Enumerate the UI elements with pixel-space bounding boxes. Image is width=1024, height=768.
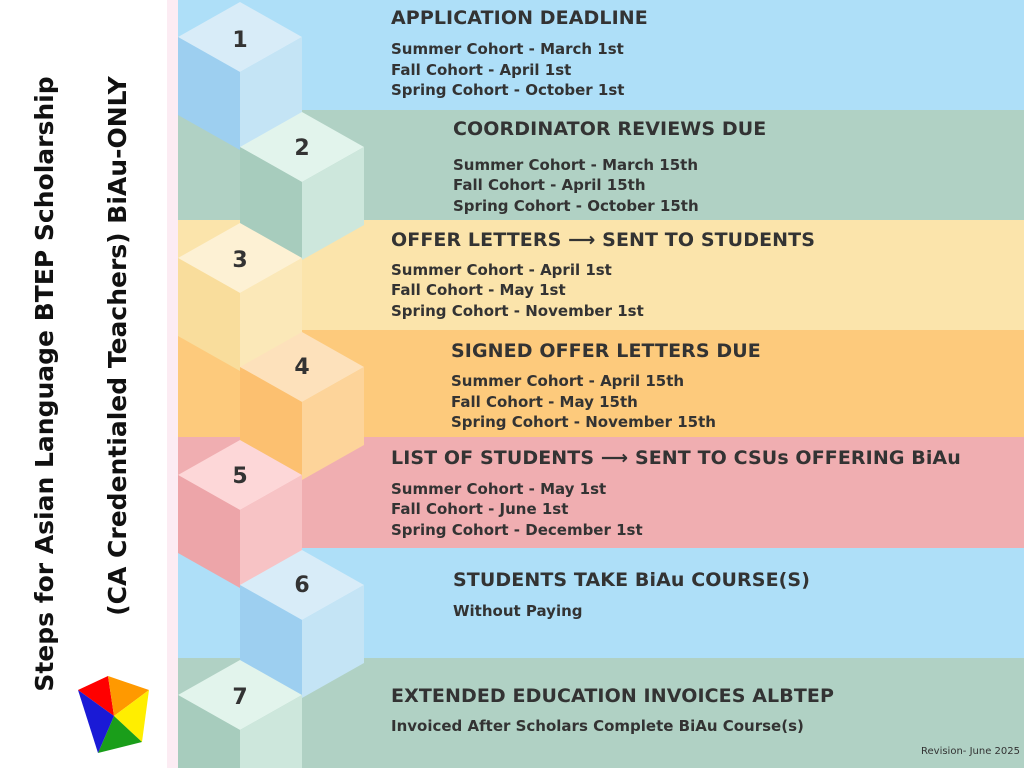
- step-3-title-part-1: OFFER LETTERS: [391, 229, 562, 251]
- step-4-line-2: Fall Cohort - May 15th: [451, 393, 638, 411]
- step-5-line-2: Fall Cohort - June 1st: [391, 500, 569, 518]
- step-number: 4: [294, 355, 310, 380]
- step-7-line-1: Invoiced After Scholars Complete BiAu Course(s): [391, 717, 804, 735]
- step-1-line-2: Fall Cohort - April 1st: [391, 61, 572, 79]
- step-3-line-2: Fall Cohort - May 1st: [391, 281, 566, 299]
- step-1-title: APPLICATION DEADLINE: [391, 7, 648, 29]
- arrow-right-icon: ⟶: [568, 229, 596, 251]
- step-1-line-3: Spring Cohort - October 1st: [391, 81, 625, 99]
- step-5-title: [391, 447, 961, 469]
- vertical-title-line-1: Steps for Asian Language BTEP Scholarship: [30, 76, 59, 692]
- step-number: 2: [294, 136, 310, 161]
- step-number: 6: [294, 573, 310, 598]
- step-3-title-part-2: SENT TO STUDENTS: [602, 229, 815, 251]
- step-number: 7: [232, 685, 248, 710]
- step-6-title: STUDENTS TAKE BiAu COURSE(S): [453, 569, 810, 591]
- step-number: 3: [232, 248, 248, 273]
- arrow-right-icon: ⟶: [600, 447, 629, 469]
- step-2-line-1: Summer Cohort - March 15th: [453, 156, 699, 174]
- step-4-line-3: Spring Cohort - November 15th: [451, 413, 716, 431]
- step-5-line-3: Spring Cohort - December 1st: [391, 521, 643, 539]
- step-5-title-part-2: SENT TO CSUs OFFERING BiAu: [634, 447, 961, 469]
- step-2-line-3: Spring Cohort - October 15th: [453, 197, 699, 215]
- revision-note: Revision- June 2025: [921, 746, 1020, 757]
- step-2-title: COORDINATOR REVIEWS DUE: [453, 118, 767, 140]
- step-number: 5: [232, 464, 248, 489]
- step-cube-7: [178, 658, 302, 768]
- step-1-line-1: Summer Cohort - March 1st: [391, 40, 624, 58]
- vertical-title-line-2: (CA Credentialed Teachers) BiAu-ONLY: [103, 76, 132, 616]
- step-3-line-3: Spring Cohort - November 1st: [391, 302, 644, 320]
- step-5-title-part-1: LIST OF STUDENTS: [391, 447, 595, 469]
- step-5-line-1: Summer Cohort - May 1st: [391, 480, 607, 498]
- left-strip: [167, 0, 178, 768]
- step-3-line-1: Summer Cohort - April 1st: [391, 261, 612, 279]
- step-7-title: EXTENDED EDUCATION INVOICES ALBTEP: [391, 685, 834, 707]
- step-3-title: [391, 229, 815, 251]
- step-4-title: SIGNED OFFER LETTERS DUE: [451, 340, 761, 362]
- step-2-line-2: Fall Cohort - April 15th: [453, 176, 646, 194]
- step-number: 1: [232, 28, 248, 53]
- step-4-line-1: Summer Cohort - April 15th: [451, 372, 685, 390]
- pinwheel-logo-icon: [76, 676, 152, 754]
- step-6-line-1: Without Paying: [453, 602, 583, 620]
